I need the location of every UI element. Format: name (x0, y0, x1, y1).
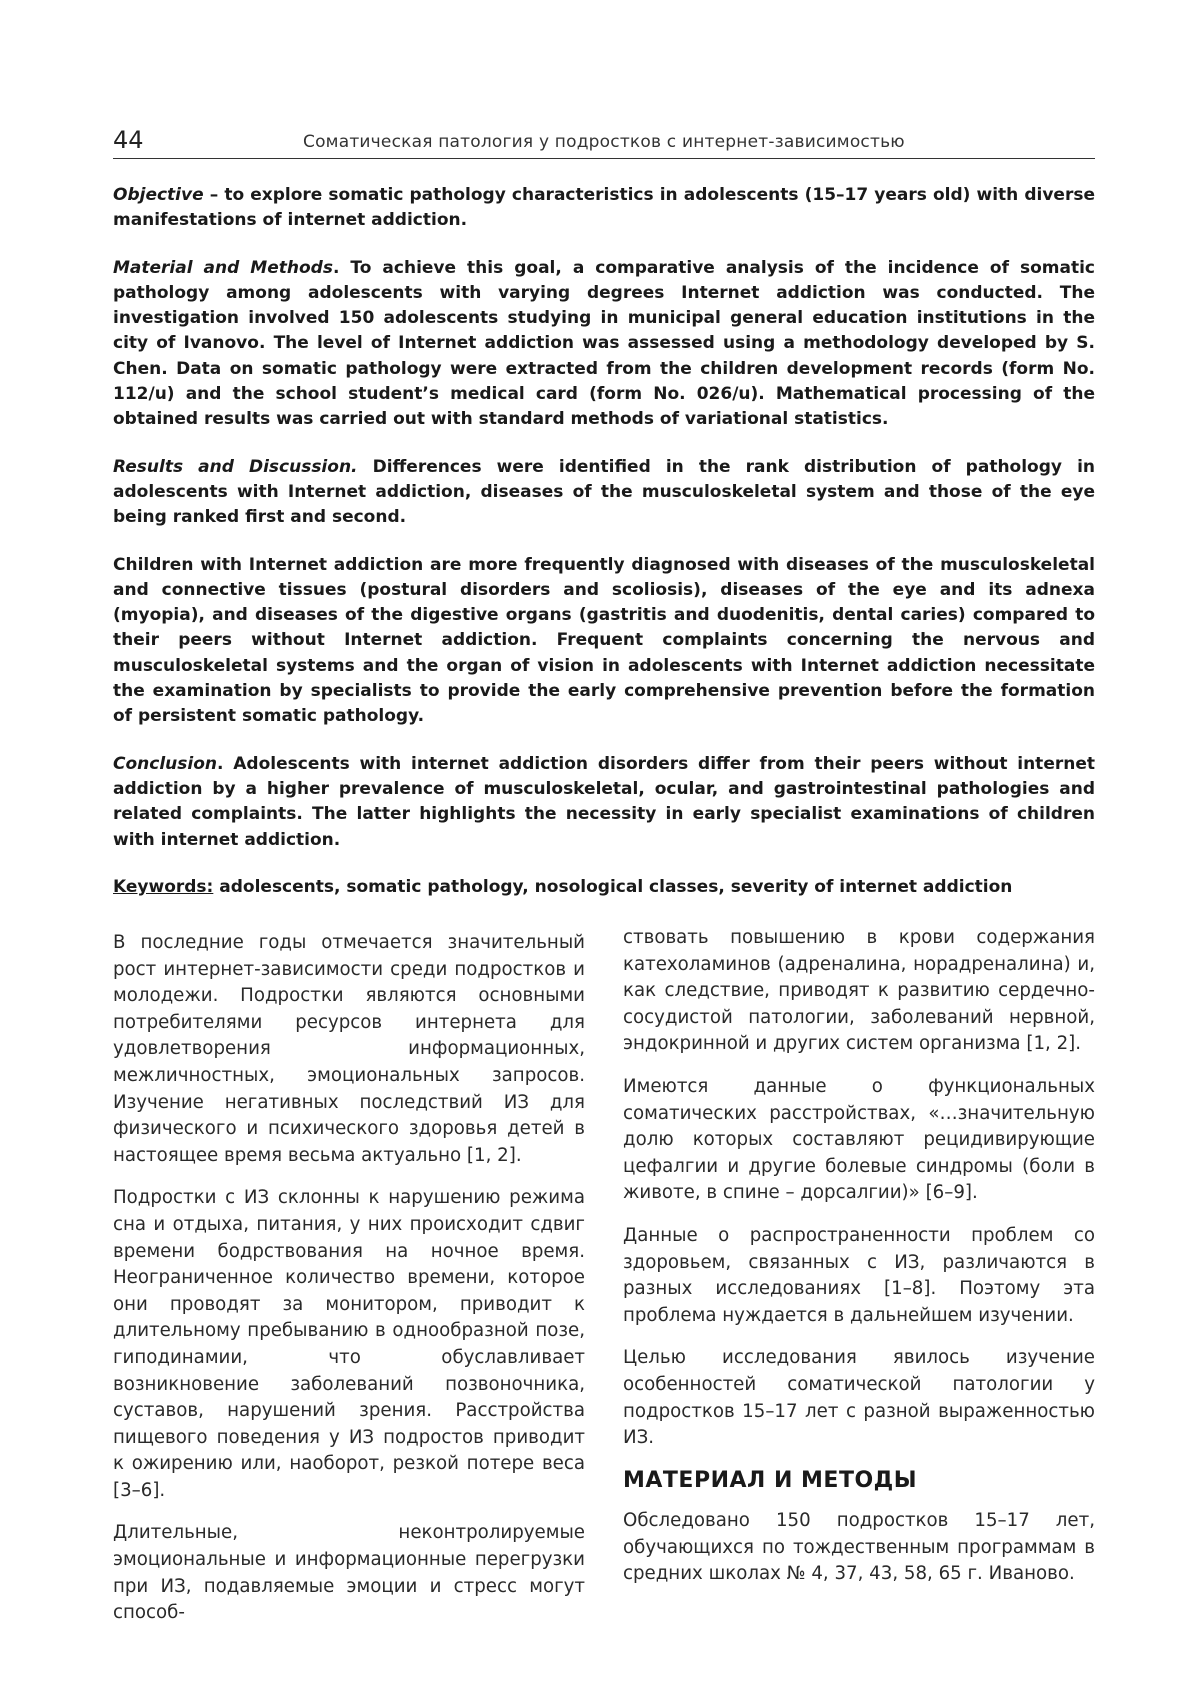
body-paragraph: Подростки с ИЗ склонны к нарушению режима сна и отдыха, питания, у них происходит сдвиг времени бодрствования на ночное время. Неограниченное количество времени, которое они проводят за монитором, приводит к длительному пребыванию в однообразной позе, гиподинамии, что обуславливает возникновение заболеваний позвоночника, суставов, нарушений зрения. Расстройства пищевого поведения у ИЗ подростов приводит к ожирению или, наоборот, резкой потере веса [3–6]. (113, 1187, 585, 1501)
body-paragraph: Длительные, неконтролируемые эмоциональные и информационные перегрузки при ИЗ, подавляемые эмоции и стресс могут способ- (113, 1522, 585, 1624)
body-paragraph: Имеются данные о функциональных соматических расстройствах, «…значительную долю которых составляют рецидивирующие цефалгии и другие болевые синдромы (боли в животе, в спине – дорсалгии)» [6–9]. (623, 1075, 1095, 1204)
conclusion-text: . Adolescents with internet addiction disorders differ from their peers without internet addiction by a higher prevalence of musculoskeletal, ocular, and gastrointestinal pathologies and related complaints. The latter highlights the necessity in early specialist examinations of children with internet addiction. (113, 753, 1095, 850)
objective-text: – to explore somatic pathology characteristics in adolescents (15–17 years old) with diverse manifestations of internet addiction. (113, 185, 1095, 231)
running-title: Соматическая патология у подростков с интернет-зависимостью (303, 132, 905, 152)
section-heading-methods: МАТЕРИАЛ И МЕТОДЫ (623, 1467, 918, 1493)
methods-text: . To achieve this goal, a comparative analysis of the incidence of somatic pathology among adolescents with varying degrees Internet addiction was conducted. The investigation involved 150 adolescents studying in municipal general education institutions in the city of Ivanovo. The level of Internet addiction was assessed using a methodology developed by S. Chen. Data on somatic pathology were extracted from the children development records (form No. 112/u) and the school student’s medical card (form No. 026/u). Mathematical processing of the obtained results was carried out with standard methods of variational statistics. (113, 257, 1096, 430)
methods-label: Material and Methods (113, 257, 333, 278)
keywords-label: Keywords: (113, 876, 214, 897)
abstract-results-continued: Children with Internet addiction are more frequently diagnosed with diseases of the musculoskeletal and connective tissues (postural disorders and scoliosis), diseases of the eye and its adnexa (myopia), and diseases of the digestive organs (gastritis and duodenitis, dental caries) compared to their peers without Internet addiction. Frequent complaints concerning the nervous and musculoskeletal systems and the organ of vision in adolescents with Internet addiction necessitate the examination by specialists to provide the early comprehensive prevention before the formation of persistent somatic pathology. (113, 554, 1095, 727)
body-paragraph: Данные о распространенности проблем со здоровьем, связанных с ИЗ, различаются в разных исследованиях [1–8]. Поэтому эта проблема нуждается в дальнейшем изучении. (623, 1224, 1095, 1326)
keywords-text: adolescents, somatic pathology, nosological classes, severity of internet addiction (213, 876, 1013, 897)
body-column-right (623, 925, 1095, 1604)
abstract-methods (113, 256, 1095, 433)
body-paragraph: В последние годы отмечается значительный рост интернет-зависимости среди подростков и молодежи. Подростки являются основными потребителями ресурсов интернета для удовлетворения информационных, межличностных, эмоциональных запросов. Изучение негативных последствий ИЗ для физического и психического здоровья детей в настоящее время весьма актуально [1, 2]. (113, 932, 585, 1166)
body-paragraph: Целью исследования явилось изучение особенностей соматической патологии у подростков 15–17 лет с разной выраженностью ИЗ. (623, 1347, 1095, 1449)
abstract-conclusion (113, 752, 1095, 853)
page-number: 44 (113, 126, 144, 154)
abstract-results (113, 455, 1095, 531)
results-text: Differences were identified in the rank distribution of pathology in adolescents with Internet addiction, diseases of the musculoskeletal system and those of the eye being ranked first and second. (113, 456, 1095, 528)
english-abstract (113, 183, 1095, 922)
results-label: Results and Discussion. (113, 456, 358, 477)
body-column-left (113, 930, 585, 1643)
body-paragraph: ствовать повышению в крови содержания катехоламинов (адреналина, норадреналина) и, как следствие, приводят к развитию сердечно-сосудистой патологии, заболеваний нервной, эндокринной и других систем организма [1, 2]. (623, 927, 1095, 1055)
abstract-objective (113, 183, 1095, 234)
running-header (113, 118, 1095, 159)
abstract-keywords (113, 875, 1095, 900)
conclusion-label: Conclusion (113, 753, 217, 774)
objective-label: Objective (113, 185, 204, 205)
body-paragraph: Обследовано 150 подростков 15–17 лет, обучающихся по тождественным программам в средних школах № 4, 37, 43, 58, 65 г. Иваново. (623, 1510, 1095, 1585)
